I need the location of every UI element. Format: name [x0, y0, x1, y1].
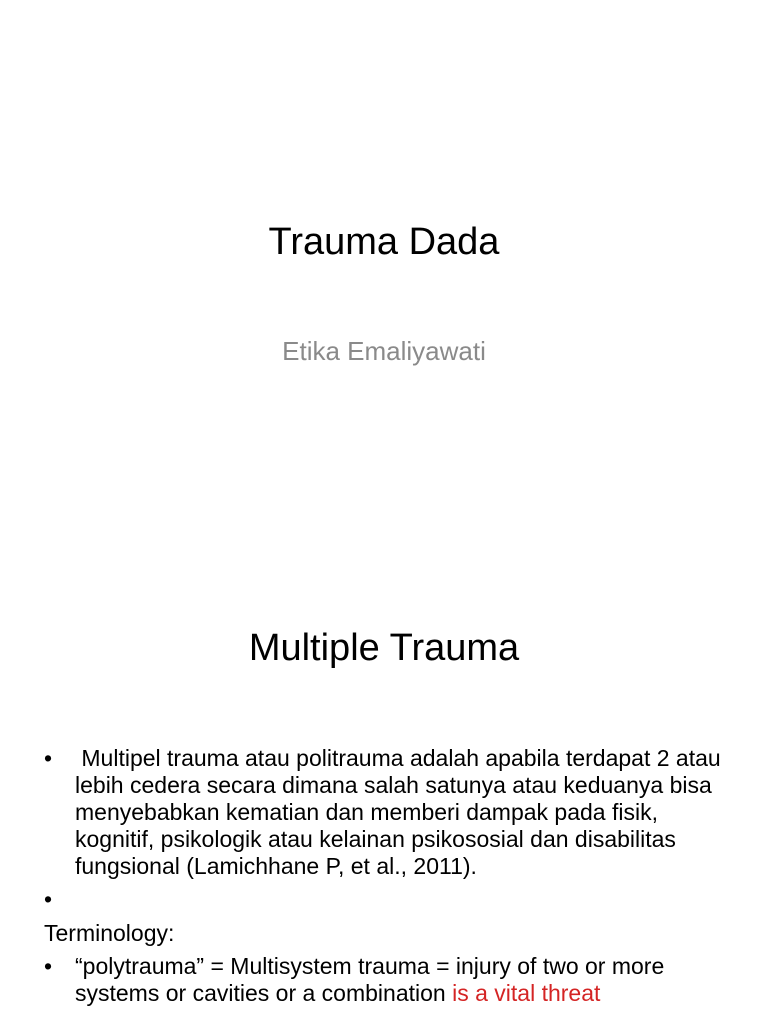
bullet-icon: • [44, 745, 53, 771]
bullet-icon: • [44, 953, 53, 979]
bullet-item [44, 886, 734, 913]
bullet-item [44, 953, 734, 1007]
slide-multiple-trauma [0, 575, 768, 1024]
highlight-text: is a vital threat [452, 980, 601, 1006]
bullet-text: Multipel trauma atau politrauma adalah apabila terdapat 2 atau lebih cedera secara dimana salah satunya atau keduanya bisa menyebabkan kematian dan memberi dampak pada fisik, kognitif, psikologik atau kelainan psikososial dan disabilitas fungsional (Lamichhane P, et al., 2011). [75, 745, 728, 879]
bullet-text [75, 953, 734, 1007]
slide-1-title: Trauma Dada [268, 221, 500, 263]
terminology-definition: “polytrauma” = Multisystem trauma = injury of two or more systems or cavities or a combination [75, 953, 671, 1006]
slide-1-subtitle: Etika Emaliyawati [282, 336, 486, 366]
bullet-item [44, 745, 734, 880]
bullet-icon: • [44, 886, 53, 912]
slide-2-title: Multiple Trauma [248, 627, 520, 669]
slide-2-content [44, 745, 734, 1007]
terminology-label: Terminology: [44, 920, 175, 946]
